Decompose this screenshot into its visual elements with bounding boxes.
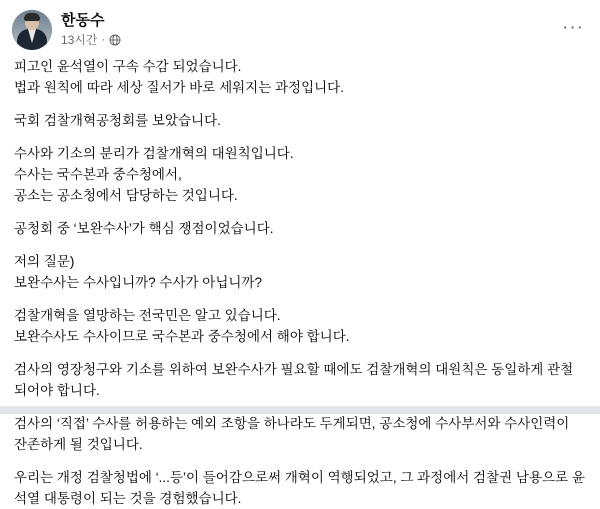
post-paragraph: 공청회 중 ‘보완수사’가 핵심 쟁점이었습니다.	[14, 221, 274, 236]
post-paragraph: 공소는 공소청에서 담당하는 것입니다.	[14, 188, 238, 203]
post-meta	[61, 32, 121, 48]
post-paragraph: 법과 원칙에 따라 세상 질서가 바로 세워지는 과정입니다.	[14, 80, 344, 95]
post-paragraph: 검사의 영장청구와 기소를 위하여 보완수사가 필요할 때에도 검찰개혁의 대원칙은 동일하게 관철되어야 합니다.	[14, 362, 574, 398]
post-paragraph: 국회 검찰개혁공청회를 보았습니다.	[14, 113, 221, 128]
post-paragraph: 수사와 기소의 분리가 검찰개혁의 대원칙입니다.	[14, 146, 294, 161]
post-paragraph: 검찰개혁을 열망하는 전국민은 알고 있습니다.	[14, 308, 281, 323]
author-name[interactable]: 한동수	[61, 12, 105, 29]
post-header	[0, 0, 600, 54]
avatar-hair	[24, 13, 40, 21]
page-bottom-divider	[0, 406, 600, 414]
post-paragraph: 수사는 국수본과 중수청에서,	[14, 167, 182, 182]
post-paragraph: 보완수사도 수사이므로 국수본과 중수청에서 해야 합니다.	[14, 329, 350, 344]
avatar[interactable]	[12, 10, 52, 50]
post-header-text	[61, 10, 121, 48]
post-paragraph: 피고인 윤석열이 구속 수감 되었습니다.	[14, 59, 242, 74]
post-paragraph: 검사의 ‘직접’ 수사를 허용하는 예외 조항을 하나라도 두게되면, 공소청에 수사부서와 수사인력이 잔존하게 될 것입니다.	[14, 416, 574, 452]
post-options-menu-icon[interactable]: ···	[562, 16, 584, 38]
post-paragraph: 우리는 개정 검찰청법에 ‘...등’이 들어감으로써 개혁이 역행되었고, 그 과정에서 검찰권 남용으로 윤석열 대통령이 되는 것을 경험했습니다.	[14, 470, 585, 506]
globe-icon	[109, 34, 121, 46]
post-paragraph: 저의 질문)	[14, 254, 75, 269]
post-text-body	[0, 54, 600, 509]
post-paragraph: 보완수사는 수사입니까? 수사가 아닙니까?	[14, 275, 262, 290]
post-timestamp[interactable]: 13시간	[61, 33, 98, 47]
meta-separator: ·	[101, 34, 106, 46]
